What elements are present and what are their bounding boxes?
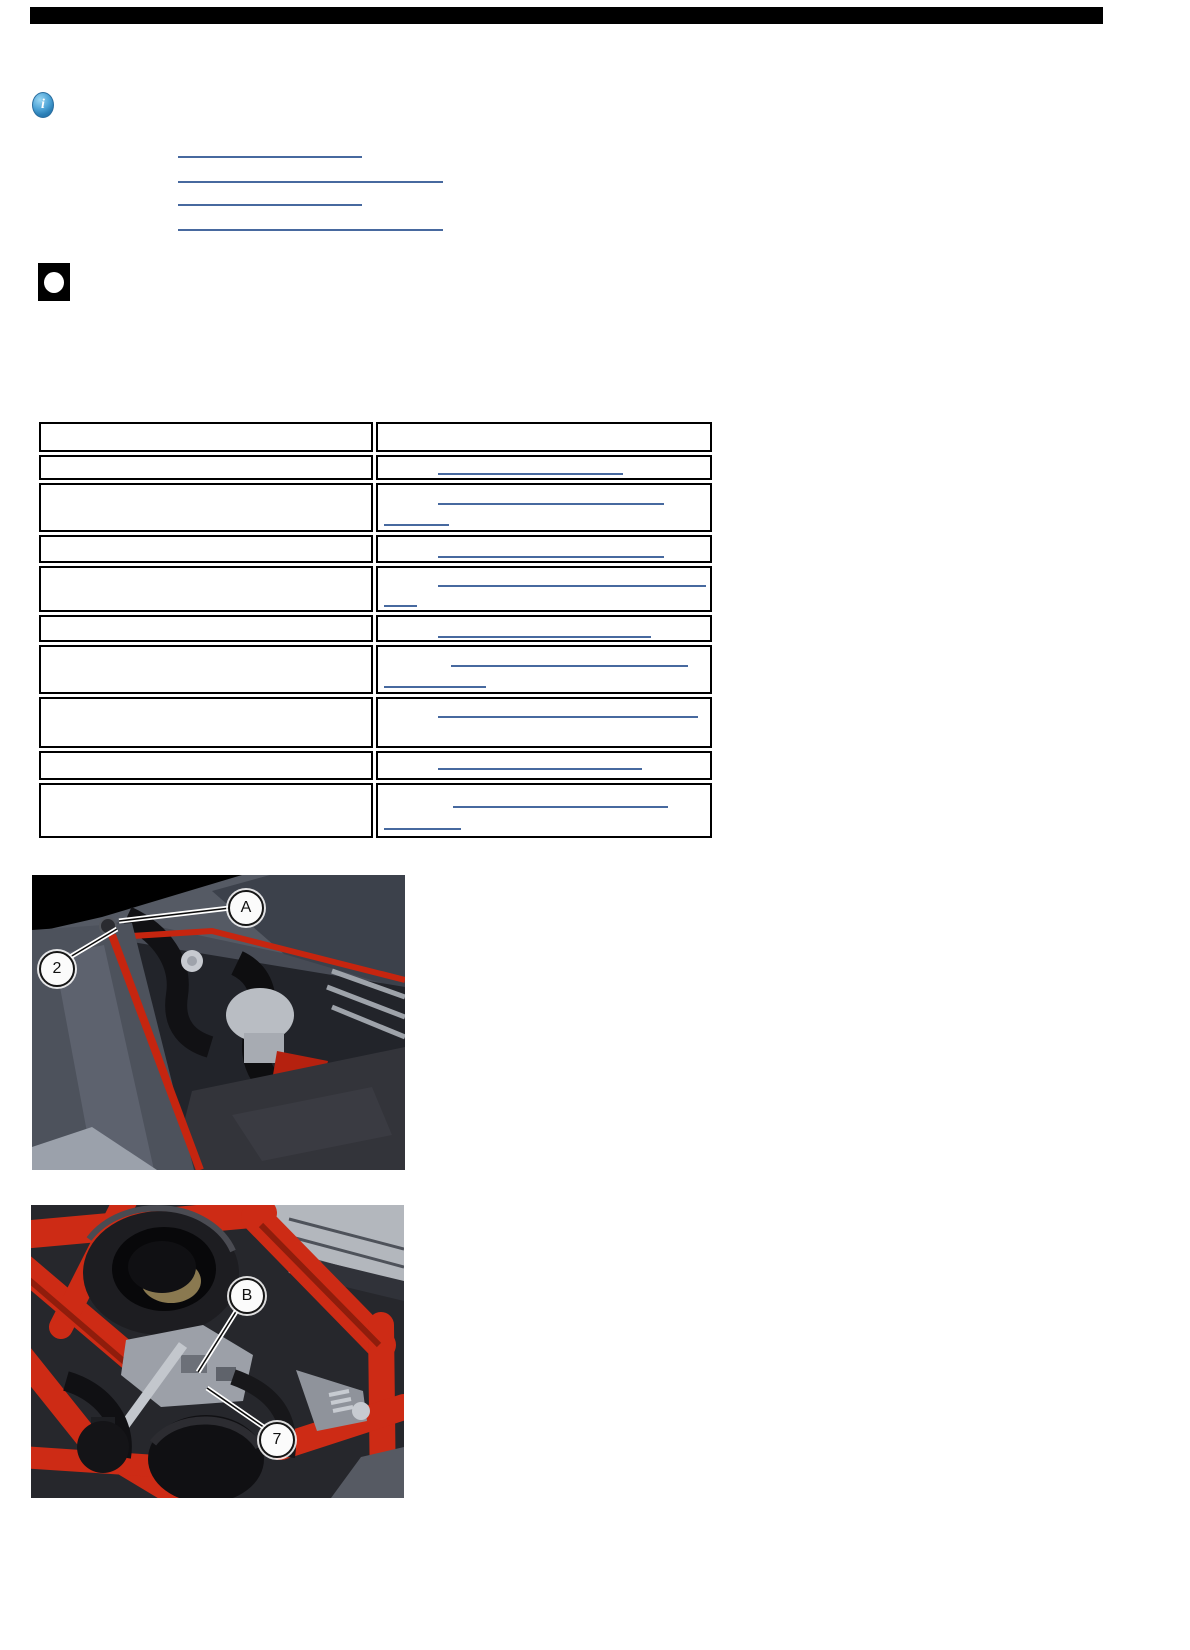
doc-link[interactable]	[438, 585, 706, 587]
callout-B	[229, 1278, 265, 1314]
table-row	[39, 615, 712, 642]
table-row	[39, 566, 712, 612]
table-row	[39, 455, 712, 480]
table-cell-reference	[376, 645, 712, 694]
doc-link[interactable]	[438, 556, 664, 558]
callout-7-label: 7	[272, 1431, 282, 1448]
doc-link[interactable]	[438, 473, 623, 475]
table-cell-description	[39, 615, 373, 642]
callout-B-label: B	[241, 1287, 253, 1304]
table-cell-reference	[376, 535, 712, 563]
table-row	[39, 751, 712, 780]
doc-link[interactable]	[178, 229, 443, 231]
reference-table	[36, 419, 715, 841]
table-cell-description	[39, 783, 373, 838]
doc-link[interactable]	[384, 605, 417, 607]
callout-2-label: 2	[52, 960, 62, 977]
table-cell-description	[39, 566, 373, 612]
table-cell-description	[39, 422, 373, 452]
doc-link[interactable]	[384, 686, 486, 688]
table-cell-description	[39, 751, 373, 780]
table-cell-reference	[376, 422, 712, 452]
callout-A	[228, 890, 264, 926]
table-cell-description	[39, 483, 373, 532]
table-row	[39, 535, 712, 563]
table-row	[39, 422, 712, 452]
doc-link[interactable]	[178, 204, 362, 206]
header-bar	[30, 7, 1103, 24]
doc-link[interactable]	[438, 503, 664, 505]
doc-link[interactable]	[438, 636, 651, 638]
table-cell-reference	[376, 697, 712, 748]
table-row	[39, 483, 712, 532]
engine-photo-1-image	[32, 875, 405, 1170]
section-marker-icon	[38, 263, 70, 301]
doc-link[interactable]	[453, 806, 668, 808]
engine-photo-1	[32, 875, 405, 1170]
callout-2	[39, 951, 75, 987]
table-cell-reference	[376, 615, 712, 642]
doc-link[interactable]	[384, 524, 449, 526]
engine-photo-2-image	[31, 1205, 404, 1498]
table-row	[39, 645, 712, 694]
table-cell-description	[39, 645, 373, 694]
table-cell-reference	[376, 455, 712, 480]
table-cell-reference	[376, 751, 712, 780]
callout-7	[259, 1422, 295, 1458]
table-cell-reference	[376, 483, 712, 532]
doc-link[interactable]	[451, 665, 688, 667]
engine-photo-2	[31, 1205, 404, 1498]
table-cell-reference	[376, 566, 712, 612]
doc-link[interactable]	[438, 716, 698, 718]
doc-link[interactable]	[178, 181, 443, 183]
table-cell-description	[39, 697, 373, 748]
doc-link[interactable]	[384, 828, 461, 830]
reference-table-body	[39, 422, 712, 838]
callout-A-label: A	[240, 899, 252, 916]
section-marker-dot	[44, 272, 64, 293]
info-icon	[32, 92, 54, 118]
table-row	[39, 697, 712, 748]
table-cell-description	[39, 535, 373, 563]
doc-link[interactable]	[438, 768, 642, 770]
doc-link[interactable]	[178, 156, 362, 158]
table-cell-description	[39, 455, 373, 480]
table-cell-reference	[376, 783, 712, 838]
table-row	[39, 783, 712, 838]
info-icon-glyph: i	[41, 97, 45, 112]
